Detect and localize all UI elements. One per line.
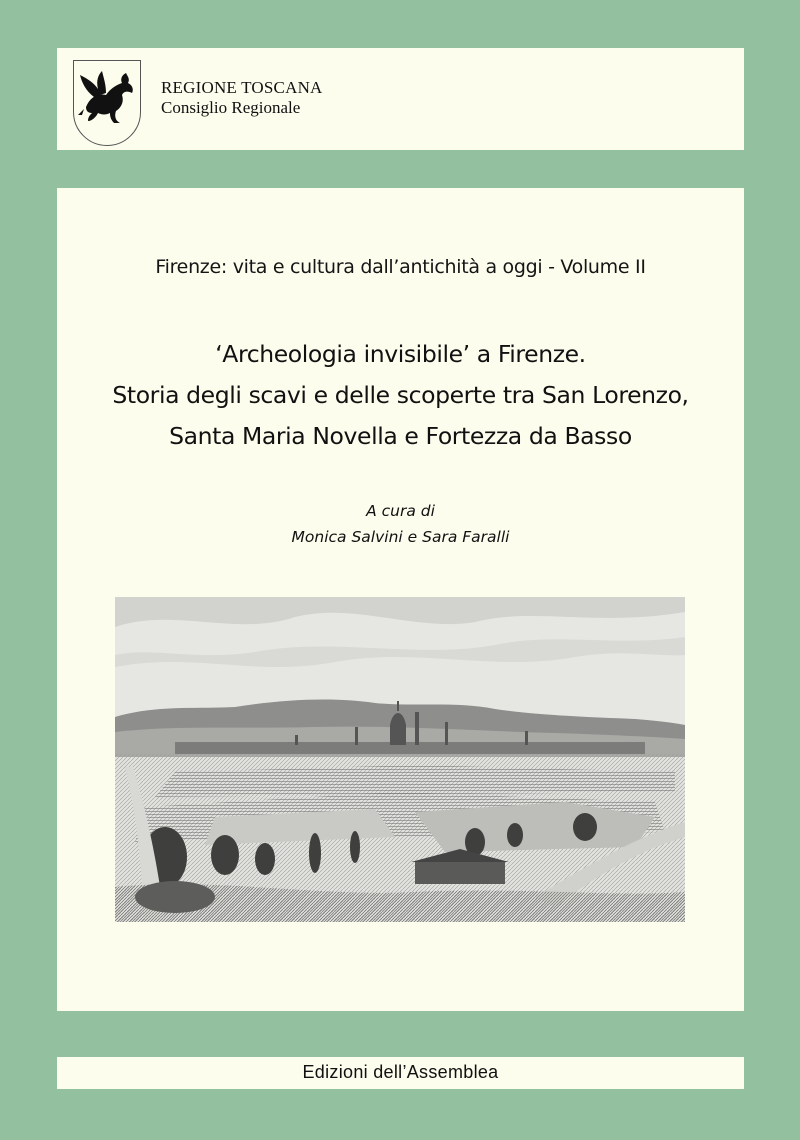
header-panel: [57, 48, 744, 150]
editors-block: [57, 498, 744, 550]
engraving-florence-landscape: [115, 597, 685, 922]
org-subname: Consiglio Regionale: [161, 98, 301, 117]
org-name: REGIONE TOSCANA: [161, 78, 323, 97]
pegasus-icon: [73, 60, 141, 146]
title-line: Storia degli scavi e delle scoperte tra San Lorenzo,: [112, 381, 689, 409]
book-title: [57, 334, 744, 457]
title-line: Santa Maria Novella e Fortezza da Basso: [169, 422, 632, 450]
series-title: Firenze: vita e cultura dall’antichità a oggi - Volume II: [155, 256, 646, 278]
title-line: ‘Archeologia invisibile’ a Firenze.: [215, 340, 586, 368]
footer-panel: [57, 1057, 744, 1089]
editors-names: Monica Salvini e Sara Faralli: [291, 528, 510, 546]
publisher-name: Edizioni dell’Assemblea: [302, 1062, 499, 1082]
organization-name: [161, 78, 323, 118]
cover-main-panel: [57, 188, 744, 1011]
edited-by-label: A cura di: [366, 502, 435, 520]
